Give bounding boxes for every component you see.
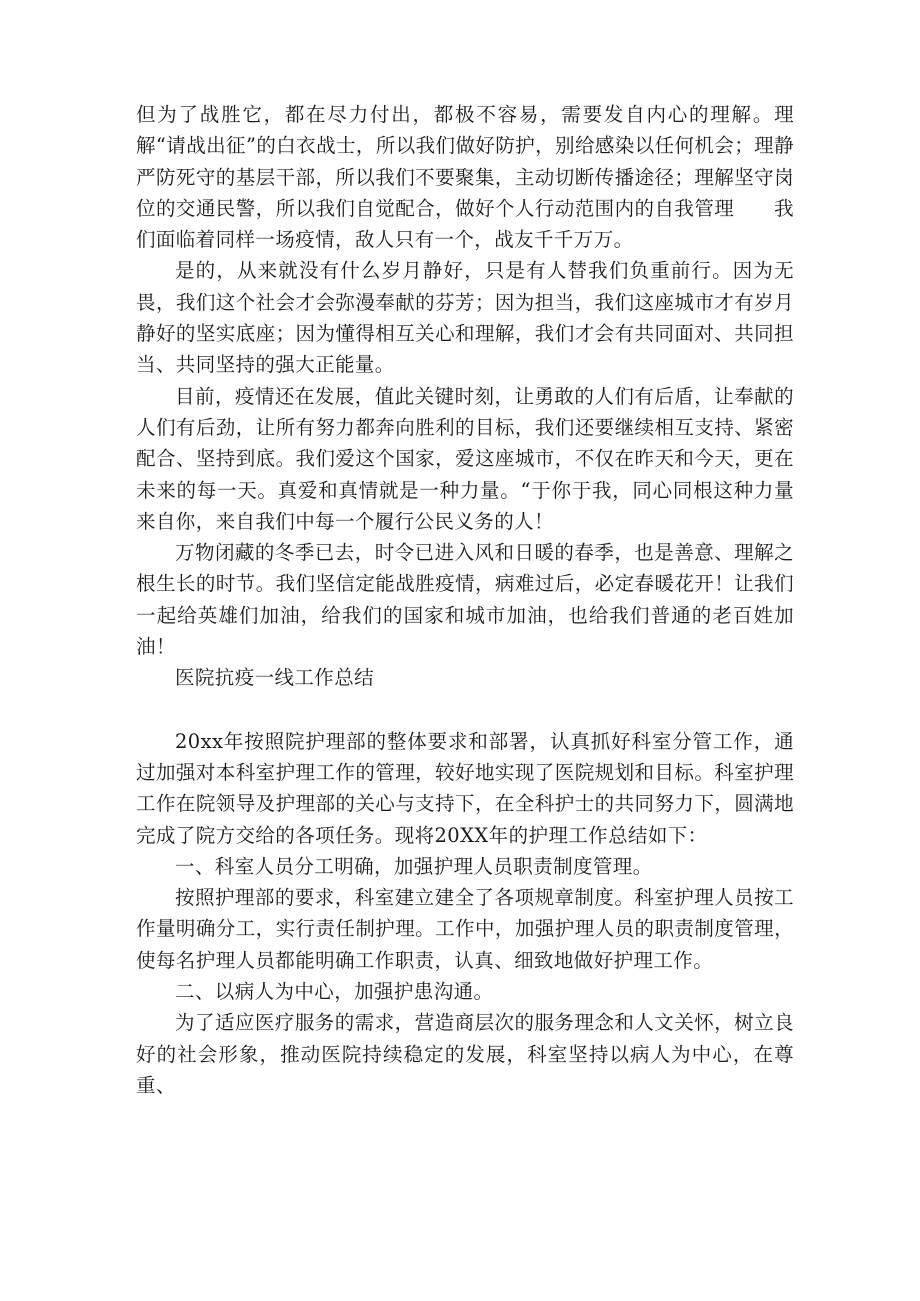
paragraph: 按照护理部的要求，科室建立建全了各项规章制度。科室护理人员按工作量明确分工，实行责任制护理。工作中，加强护理人员的职责制度管理，使每名护理人员都能明确工作职责，认真、细致地做好护理工作。 (136, 886, 794, 972)
paragraph: 20xx年按照院护理部的整体要求和部署，认真抓好科室分管工作，通过加强对本科室护理工作的管理，较好地实现了医院规划和目标。科室护理工作在院领导及护理部的关心与支持下，在全科护士的共同努力下，圆满地完成了院方交给的各项任务。现将20XX年的护理工作总结如下： (136, 729, 794, 847)
section-title: 医院抗疫一线工作总结 (175, 666, 375, 690)
subheading: 二、以病人为中心，加强护患沟通。 (175, 980, 494, 1004)
paragraph: 为了适应医疗服务的需求，营造商层次的服务理念和人文关怀，树立良好的社会形象，推动医院持续稳定的发展，科室坚持以病人为中心，在尊重、 (136, 1011, 794, 1097)
paragraph: 是的，从来就没有什么岁月静好，只是有人替我们负重前行。因为无畏，我们这个社会才会弥漫奉献的芬芳；因为担当，我们这座城市才有岁月静好的坚实底座；因为懂得相互关心和理解，我们才会有共同面对、共同担当、共同坚持的强大正能量。 (136, 259, 794, 377)
text-column (136, 99, 794, 1101)
paragraph: 万物闭藏的冬季已去，时令已进入风和日暖的春季，也是善意、理解之根生长的时节。我们坚信定能战胜疫情，病难过后，必定春暖花开！让我们一起给英雄们加油，给我们的国家和城市加油，也给我们普通的老百姓加油！ (136, 541, 794, 659)
paragraph: 但为了战胜它，都在尽力付出，都极不容易，需要发自内心的理解。理解“请战出征”的白衣战士，所以我们做好防护，别给感染以任何机会；理静严防死守的基层干部，所以我们不要聚集，主动切断传播途径；理解坚守岗位的交通民警，所以我们自觉配合，做好个人行动范围内的自我管理 我们面临着同样一场疫情，敌人只有一个，战友千千万万。 (136, 103, 794, 252)
subheading: 一、科室人员分工明确，加强护理人员职责制度管理。 (175, 854, 653, 878)
section-spacer (136, 694, 794, 726)
paragraph: 目前，疫情还在发展，值此关键时刻，让勇敢的人们有后盾，让奉献的人们有后劲，让所有努力都奔向胜利的目标，我们还要继续相互支持、紧密配合、坚持到底。我们爱这个国家，爱这座城市，不仅在昨天和今天，更在未来的每一天。真爱和真情就是一种力量。“于你于我，同心同根这种力量来自你，来自我们中每一个履行公民义务的人！ (136, 384, 794, 533)
